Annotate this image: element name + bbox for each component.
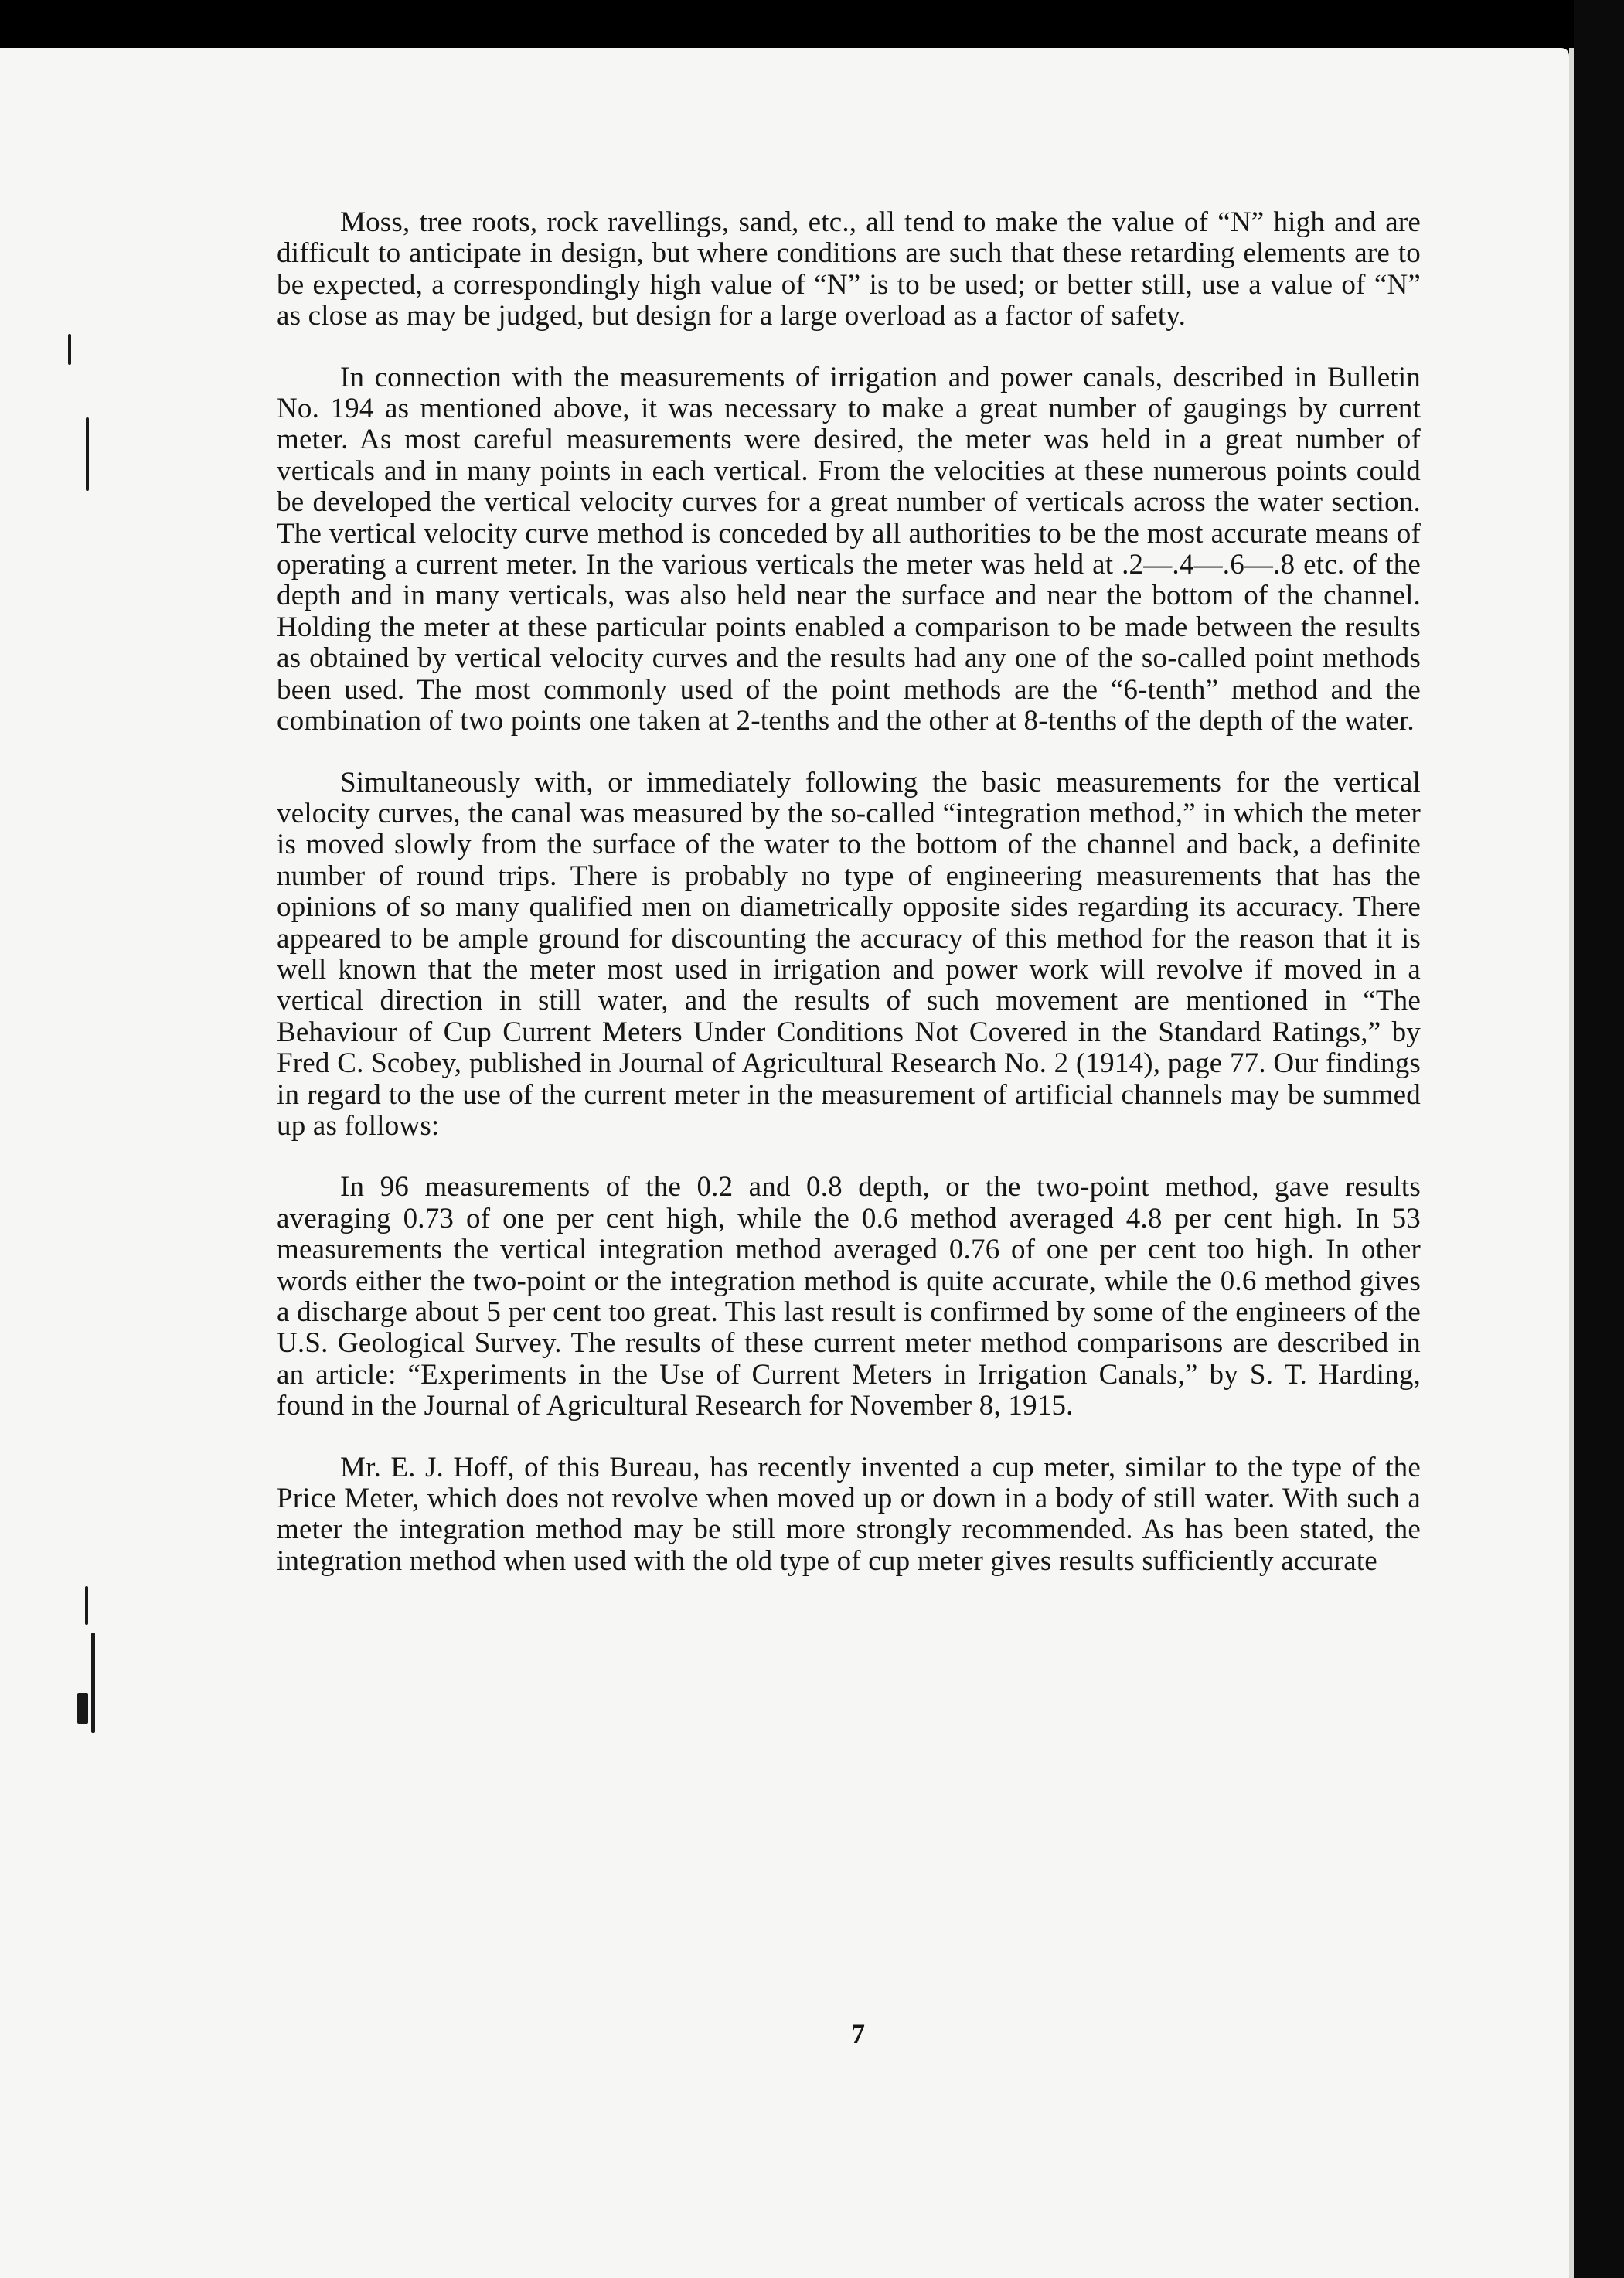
margin-mark [85,1586,88,1625]
paragraph: In 96 measurements of the 0.2 and 0.8 depth, or the two-point method, gave results averaging 0.73 of one per cent high, while the 0.6 method averaged 4.8 per cent high. In 53 measurements the vertical integration method averaged 0.76 of one per cent too high. In other words either the two-point or the integration method is quite accurate, while the 0.6 method gives a discharge about 5 per cent too great. This last result is confirmed by some of the engineers of the U.S. Geological Survey. The results of these current meter method comparisons are described in an article: “Experiments in the Use of Current Meters in Irrigation Canals,” by S. T. Harding, found in the Journal of Agricultural Research for November 8, 1915. [277,1171,1421,1422]
margin-mark [68,334,71,365]
paragraph: Moss, tree roots, rock ravellings, sand, etc., all tend to make the value of “N” high and are difficult to anticipate in design, but where conditions are such that these retarding elements are to be expected, a correspondingly high value of “N” is to be used; or better still, use a value of “N” as close as may be judged, but design for a large overload as a factor of safety. [277,206,1421,332]
margin-mark [86,417,89,491]
margin-mark [77,1693,88,1724]
page-number: 7 [851,2018,865,2049]
scanner-border [1574,0,1624,2278]
paragraph: Mr. E. J. Hoff, of this Bureau, has recently invented a cup meter, similar to the type of the Price Meter, which does not revolve when moved up or down in a body of still water. With such a meter the integration method may be still more strongly recommended. As has been stated, the integration method when used with the old type of cup meter gives results sufficiently accurate [277,1451,1421,1577]
paragraph: Simultaneously with, or immediately following the basic measurements for the vertical velocity curves, the canal was measured by the so-called “integration method,” in which the meter is moved slowly from the surface of the water to the bottom of the channel and back, a definite number of round trips. There is probably no type of engineering measurements that has the opinions of so many qualified men on diametrically opposite sides regarding its accuracy. There appeared to be ample ground for discounting the accuracy of this method for the reason that it is well known that the meter most used in irrigation and power work will revolve if moved in a vertical direction in still water, and the results of such movement are mentioned in “The Behaviour of Cup Current Meters Under Conditions Not Covered in the Standard Ratings,” by Fred C. Scobey, published in Journal of Agricultural Research No. 2 (1914), page 77. Our findings in regard to the use of the current meter in the measurement of artificial channels may be summed up as follows: [277,766,1421,1142]
body-text [277,207,1421,1577]
margin-mark [91,1633,95,1733]
paragraph: In connection with the measurements of irrigation and power canals, described in Bulletin No. 194 as mentioned above, it was necessary to make a great number of gaugings by current meter. As most careful measurements were desired, the meter was held in a great number of verticals and in many points in each vertical. From the velocities at these numerous points could be developed the vertical velocity curves for a great number of verticals across the water section. The vertical velocity curve method is conceded by all authorities to be the most accurate means of operating a current meter. In the various verticals the meter was held at .2—.4—.6—.8 etc. of the depth and in many verticals, was also held near the surface and near the bottom of the channel. Holding the meter at these particular points enabled a comparison to be made between the results as obtained by vertical velocity curves and the results had any one of the so-called point methods been used. The most commonly used of the point methods are the “6-tenth” method and the combination of two points one taken at 2-tenths and the other at 8-tenths of the depth of the water. [277,361,1421,737]
